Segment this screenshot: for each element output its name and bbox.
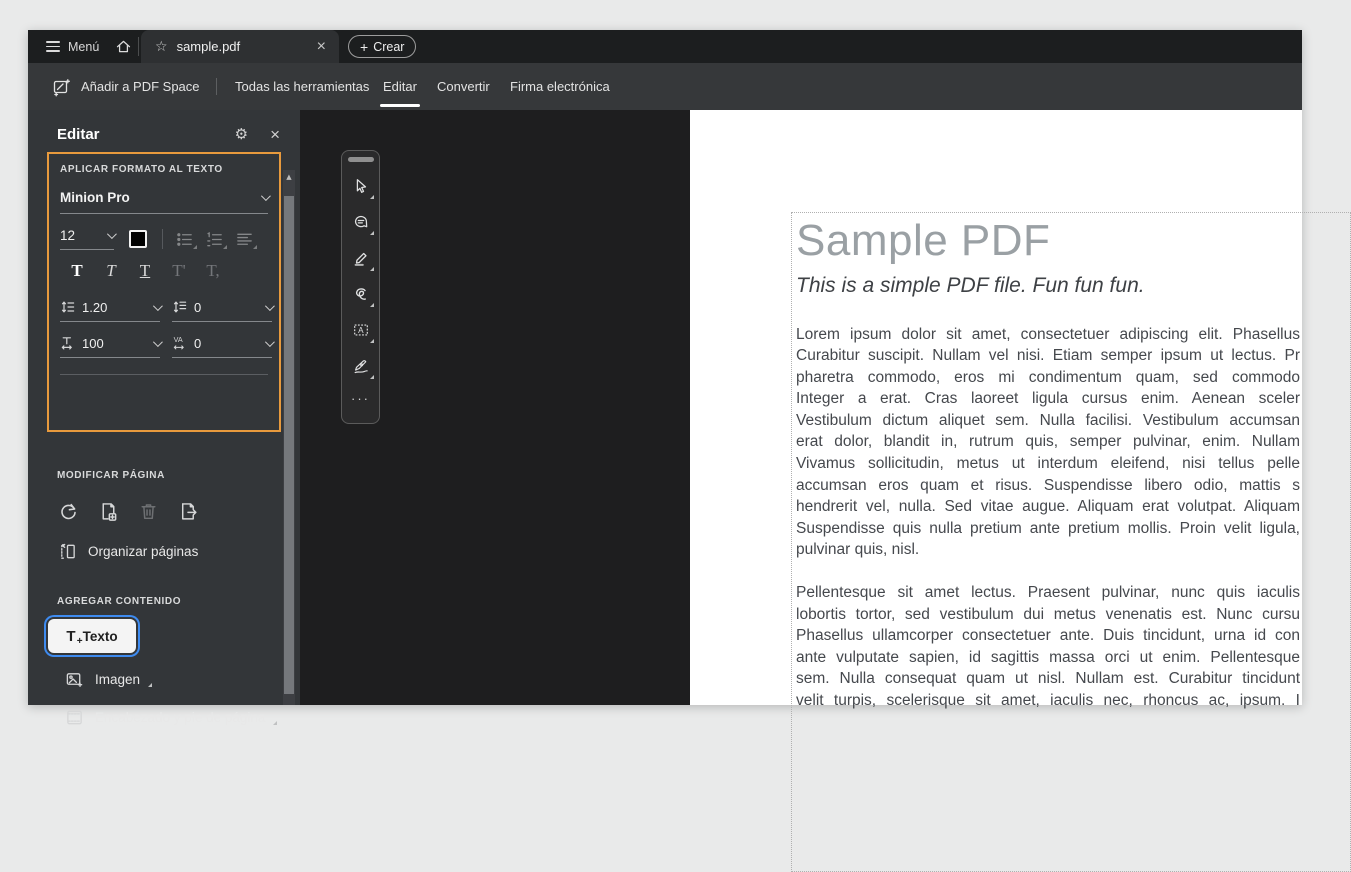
font-size-select[interactable] <box>60 228 114 250</box>
horizontal-scale-value: 100 <box>82 335 104 351</box>
character-spacing-icon <box>172 335 188 351</box>
font-family-value: Minion Pro <box>60 190 130 205</box>
select-tool[interactable] <box>346 171 376 201</box>
text-line: Pellentesque sit amet lectus. Praesent pulvinar, nunc quis iaculis <box>796 584 1300 602</box>
paragraph <box>796 324 1300 562</box>
toolbar-drag-handle[interactable] <box>348 157 374 162</box>
character-spacing-select[interactable] <box>172 335 272 358</box>
add-content-heading: AGREGAR CONTENIDO <box>57 596 182 607</box>
text-line: Lorem ipsum dolor sit amet, consectetuer adipiscing elit. Phasellus <box>796 325 1300 343</box>
font-size-value: 12 <box>60 228 76 243</box>
paragraph-spacing-value: 0 <box>194 299 202 315</box>
text-box-icon <box>352 321 370 339</box>
chevron-down-icon <box>153 337 163 347</box>
rotate-page-button[interactable] <box>57 500 80 523</box>
bulleted-list-button[interactable] <box>169 227 199 251</box>
lasso-draw-icon <box>352 285 370 303</box>
edit-panel <box>28 110 300 725</box>
font-family-select[interactable] <box>60 190 268 214</box>
content-area <box>28 110 1302 725</box>
app-window <box>28 30 1302 725</box>
text-line: pharetra commodo, eros mi condimentum quam, sed commodo <box>796 368 1300 386</box>
italic-button[interactable]: T <box>106 261 116 280</box>
text-line: Vestibulum dictum aliquet sem. Nulla facilisi. Vestibulum accumsan <box>796 411 1300 429</box>
header-footer-icon <box>65 708 84 727</box>
sign-tool[interactable] <box>346 351 376 381</box>
chevron-down-icon <box>261 191 271 201</box>
horizontal-scale-icon <box>60 335 76 351</box>
numbered-list-icon <box>205 230 224 249</box>
text-line: Integer a erat. Cras laoreet ligula cursus enim. Aenean sceler <box>796 390 1300 408</box>
svg-text:A: A <box>357 325 364 335</box>
document-subtitle: This is a simple PDF file. Fun fun fun. <box>796 273 1145 297</box>
text-box-tool[interactable] <box>346 315 376 345</box>
more-tools-button[interactable]: ··· <box>351 391 370 406</box>
submenu-indicator-icon <box>148 683 152 687</box>
superscript-button[interactable]: T' <box>172 261 186 280</box>
text-line: Vivamus sollicitudin, metus ut interdum eleifend, nisi tellus pelle <box>796 455 1300 473</box>
section-divider <box>60 374 268 375</box>
cursor-icon <box>352 177 370 195</box>
tab-title: sample.pdf <box>176 39 241 54</box>
add-to-pdf-space-button[interactable] <box>52 63 200 110</box>
insert-page-button[interactable] <box>97 500 120 523</box>
title-bar <box>28 30 1302 63</box>
header-footer-button[interactable] <box>65 708 277 727</box>
line-spacing-value: 1.20 <box>82 299 108 315</box>
draw-tool[interactable] <box>346 279 376 309</box>
line-spacing-select[interactable] <box>60 299 160 322</box>
chevron-down-icon <box>107 229 117 239</box>
add-image-label: Imagen <box>95 672 141 687</box>
add-text-button[interactable] <box>48 619 136 653</box>
font-color-swatch[interactable] <box>129 230 147 248</box>
main-toolbar <box>28 63 1302 110</box>
character-spacing-value: 0 <box>194 335 202 351</box>
text-line: pulvinar quis, nisl. <box>796 541 920 559</box>
add-to-pdf-space-label: Añadir a PDF Space <box>81 79 200 94</box>
panel-close-icon[interactable]: × <box>270 124 280 144</box>
numbered-list-button[interactable] <box>199 227 229 251</box>
trash-icon <box>138 501 159 522</box>
bulleted-list-icon <box>175 230 194 249</box>
extract-page-icon <box>178 501 199 522</box>
quick-tools-toolbar <box>341 150 380 424</box>
tab-esign[interactable]: Firma electrónica <box>510 79 610 94</box>
chevron-down-icon <box>265 337 275 347</box>
svg-text:VA: VA <box>173 335 183 345</box>
tab-edit[interactable]: Editar <box>383 63 417 110</box>
home-icon <box>115 38 132 55</box>
pdf-page[interactable] <box>690 110 1302 710</box>
organize-pages-button[interactable] <box>58 542 198 561</box>
horizontal-scale-select[interactable] <box>60 335 160 358</box>
paragraph <box>796 582 1300 712</box>
text-line: sem. Nulla consequat quam ut nisl. Nullam est. Curabitur tincidunt <box>796 670 1300 688</box>
panel-scrollbar[interactable] <box>283 170 295 705</box>
delete-page-button[interactable] <box>137 500 160 523</box>
plus-icon: + <box>360 38 369 55</box>
gear-icon[interactable]: ⚙ <box>234 125 249 143</box>
text-line: accumsan eros quam et risus. Suspendisse libero odio, mattis s <box>796 476 1300 494</box>
extract-page-button[interactable] <box>177 500 200 523</box>
tab-close-icon[interactable]: × <box>316 37 326 55</box>
highlight-tool[interactable] <box>346 243 376 273</box>
text-line: Curabitur suscipit. Nullam vel nisi. Etiam semper ipsum ut lectus. Pr <box>796 347 1300 365</box>
document-canvas <box>300 110 690 705</box>
paragraph-spacing-select[interactable] <box>172 299 272 322</box>
document-title: Sample PDF <box>796 216 1051 265</box>
divider <box>162 229 163 249</box>
chevron-down-icon <box>153 301 163 311</box>
alignment-button[interactable] <box>229 227 259 251</box>
format-section-heading: APLICAR FORMATO AL TEXTO <box>60 164 223 175</box>
underline-button[interactable]: T <box>139 261 151 280</box>
text-line: ante vulputate sapien, id sagittis massa orci ut enim. Pellentesque <box>796 648 1300 666</box>
text-line: Phasellus ullamcorper consectetuer ante. Duis tincidunt, urna id con <box>796 627 1300 645</box>
align-left-icon <box>235 230 254 249</box>
toolbar-divider <box>216 78 217 95</box>
highlighter-icon <box>352 249 370 267</box>
organize-pages-label: Organizar páginas <box>88 544 199 559</box>
submenu-indicator-icon <box>273 721 277 725</box>
header-footer-label: Encabezado y pie de página <box>95 710 266 725</box>
tab-all-tools[interactable]: Todas las herramientas <box>235 79 370 94</box>
titlebar-divider <box>138 37 139 56</box>
scrollbar-thumb[interactable] <box>284 196 294 694</box>
text-line: hendrerit vel, nulla. Sed vitae augue. Aliquam erat volutpat. Aliquam <box>796 498 1300 516</box>
text-edit-frame[interactable] <box>791 212 1351 872</box>
create-button[interactable] <box>348 35 416 58</box>
home-button[interactable] <box>112 36 134 57</box>
image-icon <box>65 670 84 689</box>
format-text-section <box>47 152 281 432</box>
line-spacing-icon <box>60 299 76 315</box>
text-line: erat dolor, blandit in, rutrum quis, semper pulvinar, enim. Nullam <box>796 433 1300 451</box>
add-text-label: Texto <box>82 628 118 644</box>
rotate-icon <box>58 501 79 522</box>
fountain-pen-icon <box>352 357 370 375</box>
comment-tool[interactable] <box>346 207 376 237</box>
comment-bubble-icon <box>352 213 370 231</box>
menu-icon[interactable] <box>46 41 60 52</box>
text-line: velit turpis, scelerisque sit amet, iaculis nec, rhoncus ac, ipsum. I <box>796 692 1300 710</box>
add-text-icon: T + <box>66 627 83 647</box>
modify-page-heading: MODIFICAR PÁGINA <box>57 470 165 481</box>
tab-convert[interactable]: Convertir <box>437 79 490 94</box>
menu-label[interactable]: Menú <box>68 39 100 54</box>
text-line: lobortis tortor, sed vestibulum dui metus venenatis est. Nunc cursu <box>796 605 1300 623</box>
paragraph-spacing-icon <box>172 299 188 315</box>
chevron-down-icon <box>265 301 275 311</box>
insert-page-icon <box>98 501 119 522</box>
panel-title: Editar <box>57 125 100 143</box>
add-image-button[interactable] <box>65 670 152 689</box>
scroll-up-icon[interactable]: ▲ <box>286 173 292 181</box>
subscript-button[interactable]: T, <box>206 261 220 280</box>
organize-pages-icon <box>58 542 77 561</box>
document-body <box>796 324 1300 712</box>
create-label: Crear <box>373 39 405 54</box>
favorite-star-icon[interactable]: ☆ <box>155 38 168 55</box>
text-line: Suspendisse quis nulla pretium ante pretium mollis. Proin velit ligula, <box>796 519 1300 537</box>
pdf-space-icon <box>52 77 72 97</box>
document-tab[interactable] <box>141 30 339 63</box>
bold-button[interactable]: T <box>71 261 83 280</box>
